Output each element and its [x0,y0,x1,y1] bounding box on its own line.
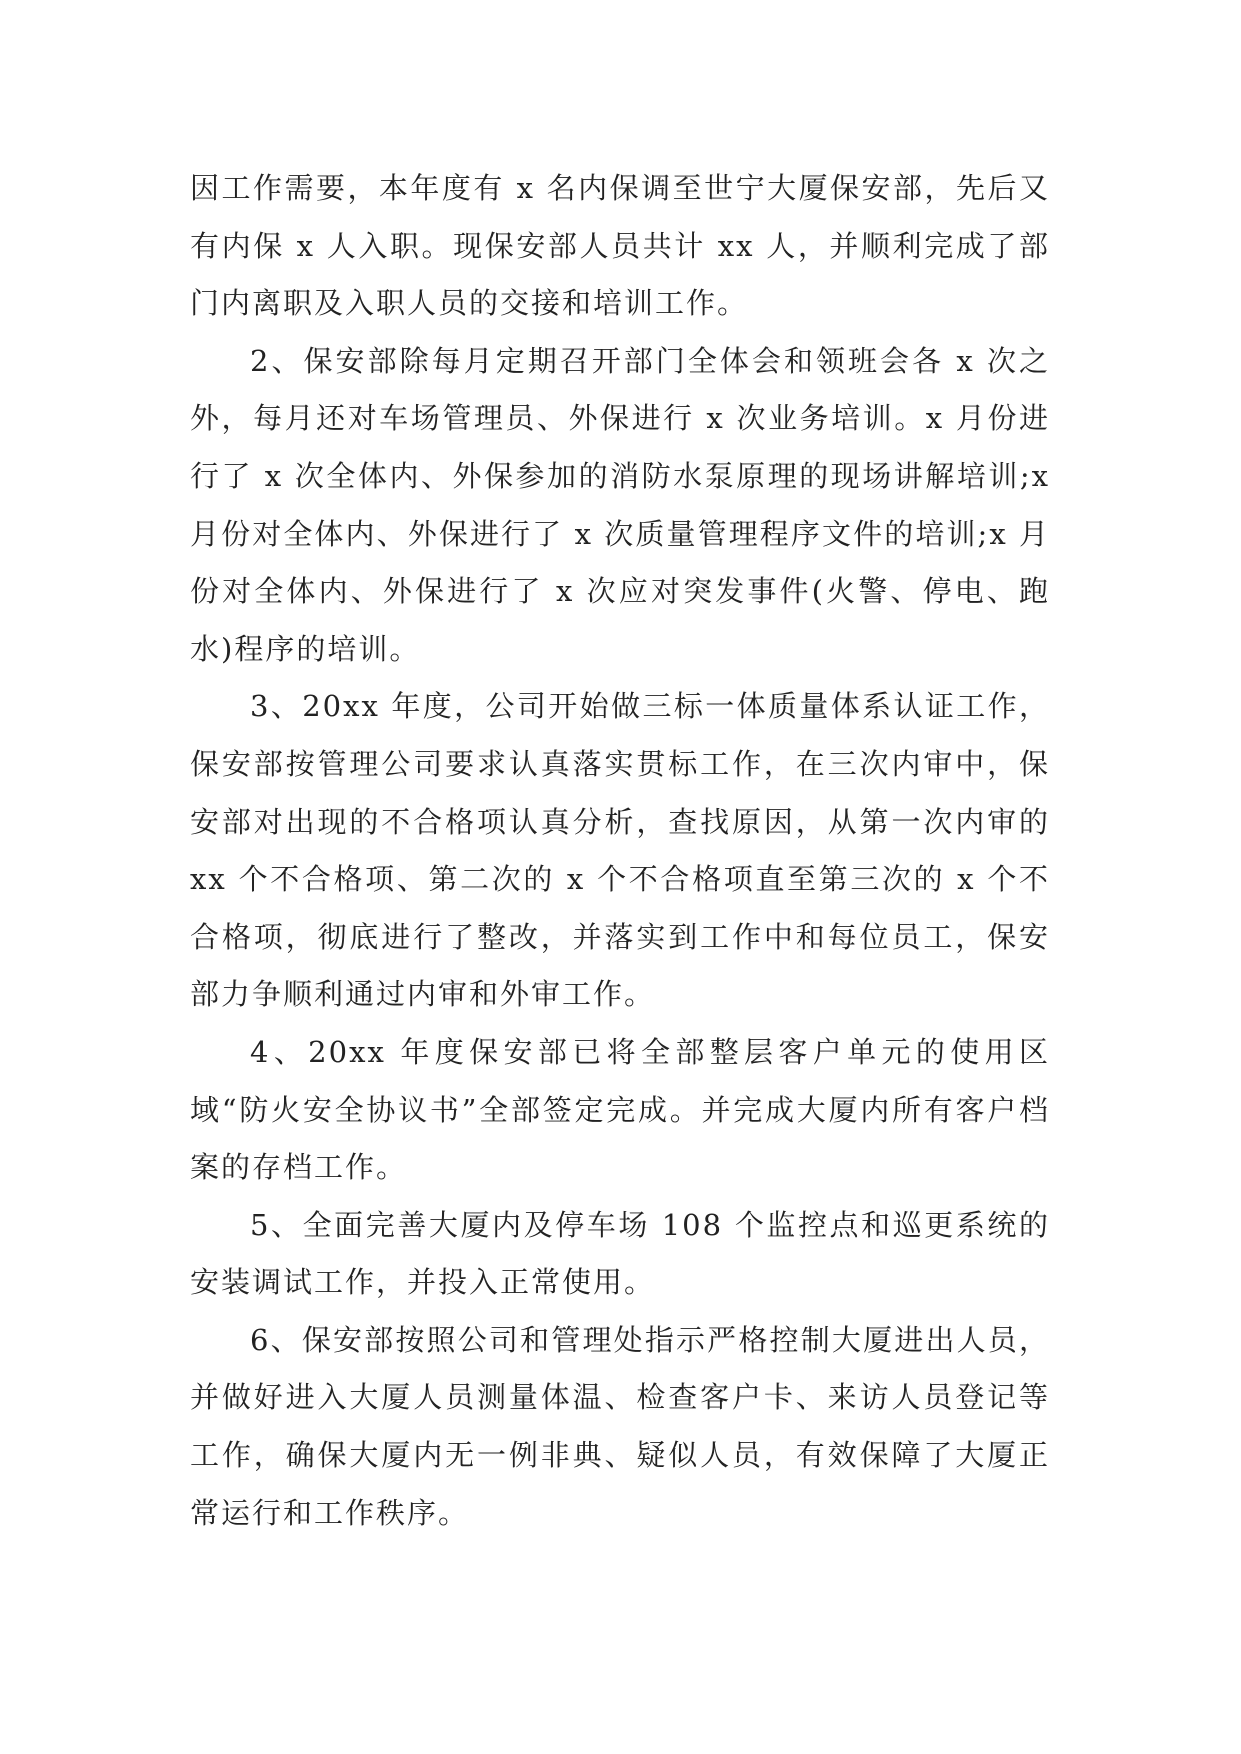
paragraph-4: 4、20xx 年度保安部已将全部整层客户单元的使用区域“防火安全协议书”全部签定完成。并完成大厦内所有客户档案的存档工作。 [190,1034,1050,1185]
paragraph-2: 2、保安部除每月定期召开部门全体会和领班会各 x 次之外，每月还对车场管理员、外保进行 x 次业务培训。x 月份进行了 x 次全体内、外保参加的消防水泵原理的现场讲解培训;x 月份对全体内、外保进行了 x 次质量管理程序文件的培训;x 月份对全体内、外保进行了 x 次应对突发事件(火警、停电、跑水)程序的培训。 [190,343,1050,666]
paragraph-3: 3、20xx 年度，公司开始做三标一体质量体系认证工作，保安部按管理公司要求认真落实贯标工作，在三次内审中，保安部对出现的不合格项认真分析，查找原因，从第一次内审的 xx 个不合格项、第二次的 x 个不合格项直至第三次的 x 个不合格项，彻底进行了整改，并落实到工作中和每位员工，保安部力争顺利通过内审和外审工作。 [190,689,1050,1012]
paragraph-6: 6、保安部按照公司和管理处指示严格控制大厦进出人员，并做好进入大厦人员测量体温、检查客户卡、来访人员登记等工作，确保大厦内无一例非典、疑似人员，有效保障了大厦正常运行和工作秩序。 [190,1322,1050,1530]
paragraph-1: 因工作需要，本年度有 x 名内保调至世宁大厦保安部，先后又有内保 x 人入职。现保安部人员共计 xx 人，并顺利完成了部门内离职及入职人员的交接和培训工作。 [190,171,1050,321]
paragraph-5: 5、全面完善大厦内及停车场 108 个监控点和巡更系统的安装调试工作，并投入正常使用。 [190,1207,1050,1300]
document-body [190,160,1050,1542]
